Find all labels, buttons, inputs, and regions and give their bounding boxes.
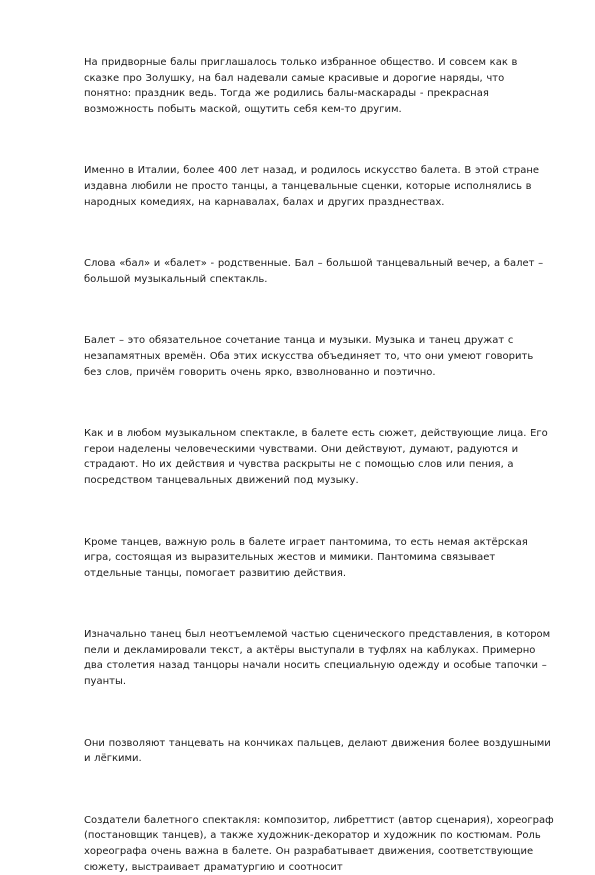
document-body xyxy=(84,55,554,875)
paragraph-8: Они позволяют танцевать на кончиках пальцев, делают движения более воздушными и лёгкими. xyxy=(84,737,551,765)
paragraph-6: Кроме танцев, важную роль в балете играет пантомима, то есть немая актёрская игра, состоящая из выразительных жестов и мимики. Пантомима связывает отдельные танцы, помогает развитию действия. xyxy=(84,536,528,579)
paragraph-3: Слова «бал» и «балет» - родственные. Бал – большой танцевальный вечер, а балет – большой музыкальный спектакль. xyxy=(84,258,544,285)
paragraph-4: Балет – это обязательное сочетание танца и музыки. Музыка и танец дружат с незапамятных времён. Оба этих искусства объединяет то, что они умеют говорить без слов, причём говорить очень ярко, взволнованно и поэтично. xyxy=(84,335,534,378)
paragraph-5: Как и в любом музыкальном спектакле, в балете есть сюжет, действующие лица. Его герои наделены человеческими чувствами. Они действуют, думают, радуются и страдают. Но их действия и чувства раскрыты не с помощью слов или пения, а посредством танцевальных движений под музыку. xyxy=(84,428,548,486)
paragraph-7: Изначально танец был неотъемлемой частью сценического представления, в котором пели и декламировали текст, а актёры выступали в туфлях на каблуках. Примерно два столетия назад танцоры начали носить специальную одежду и особые тапочки – пуанты. xyxy=(84,629,551,688)
paragraph-9: Создатели балетного спектакля: композитор, либреттист (автор сценария), хореограф (постановщик танцев), а также художник-декоратор и художник по костюмам. Роль хореографа очень важна в балете. Он разрабатывает движения, соответствующие сюжету, выстраивает драматургию и соотносит xyxy=(84,814,554,873)
paragraph-1: На придворные балы приглашалось только избранное общество. И совсем как в сказке про Золушку, на бал надевали самые красивые и дорогие наряды, что понятно: праздник ведь. Тогда же родились балы-маскарады - прекрасная возможность побыть маской, ощутить себя кем-то другим. xyxy=(84,57,518,115)
paragraph-2: Именно в Италии, более 400 лет назад, и родилось искусство балета. В этой стране издавна любили не просто танцы, а танцевальные сценки, которые исполнялись в народных комедиях, на карнавалах, балах и других празднествах. xyxy=(84,165,540,208)
